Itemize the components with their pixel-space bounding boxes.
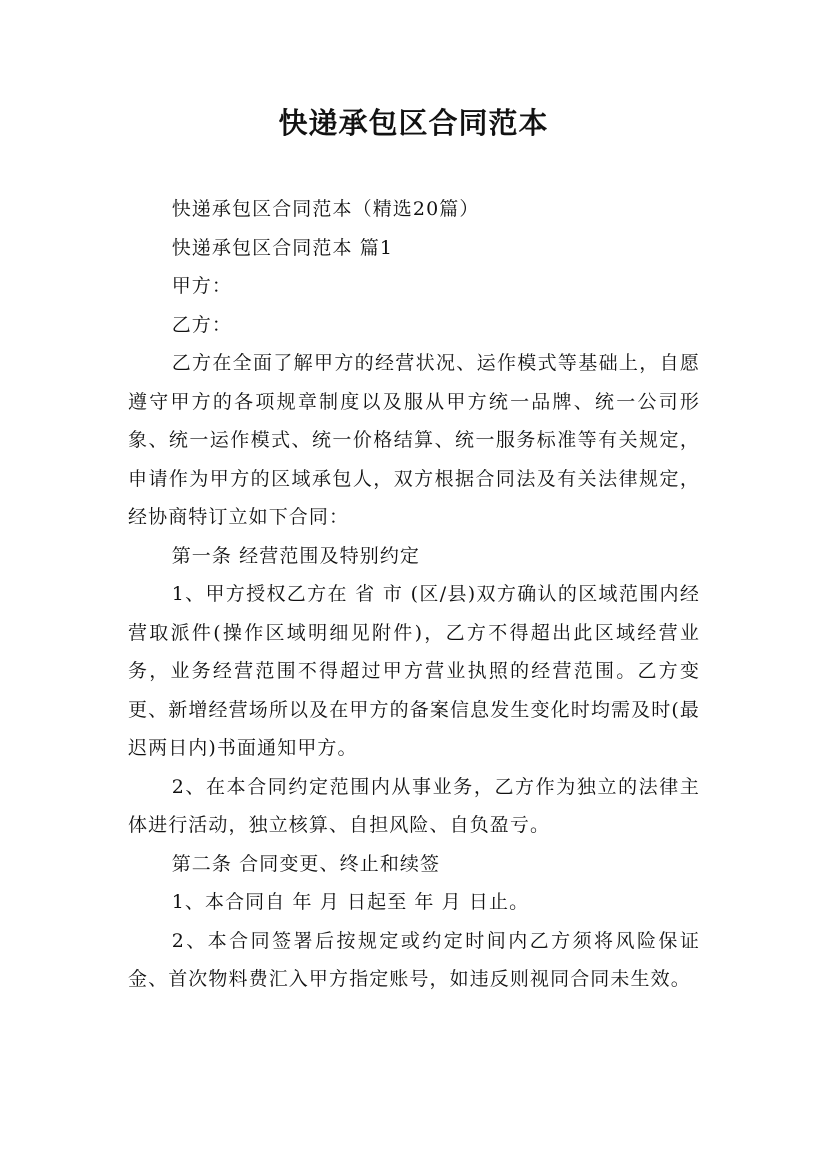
document-title: 快递承包区合同范本 — [278, 106, 549, 140]
paragraph-subtitle: 快递承包区合同范本（精选20篇） — [171, 198, 480, 220]
paragraph-preamble: 乙方在全面了解甲方的经营状况、运作模式等基础上，自愿遵守甲方的各项规章制度以及服从甲方统一品牌、统一公司形象、统一运作模式、统一价格结算、统一服务标准等有关规定，申请作为甲方的区域承包人，双方根据合同法及有关法律规定，经协商特订立如下合同： — [128, 352, 700, 528]
paragraph-article-2-clause-2: 2、本合同签署后按规定或约定时间内乙方须将风险保证金、首次物料费汇入甲方指定账号，如违反则视同合同未生效。 — [128, 929, 700, 990]
paragraph-section-heading: 快递承包区合同范本 篇1 — [171, 236, 394, 259]
document-body — [128, 190, 700, 999]
paragraph-party-b: 乙方： — [171, 313, 232, 336]
paragraph-party-a: 甲方： — [171, 275, 232, 297]
paragraph-article-1-heading: 第一条 经营范围及特别约定 — [171, 544, 421, 567]
paragraph-article-2-heading: 第二条 合同变更、终止和续签 — [171, 852, 441, 875]
paragraph-article-2-clause-1: 1、本合同自 年 月 日起至 年 月 日止。 — [171, 891, 530, 913]
paragraph-article-1-clause-2: 2、在本合同约定范围内从事业务，乙方作为独立的法律主体进行活动，独立核算、自担风险、自负盈亏。 — [128, 775, 700, 836]
paragraph-article-1-clause-1: 1、甲方授权乙方在 省 市 (区/县)双方确认的区域范围内经营取派件(操作区域明细见附件)，乙方不得超出此区域经营业务，业务经营范围不得超过甲方营业执照的经营范围。乙方变更、新增经营场所以及在甲方的备案信息发生变化时均需及时(最迟两日内)书面通知甲方。 — [128, 583, 700, 759]
